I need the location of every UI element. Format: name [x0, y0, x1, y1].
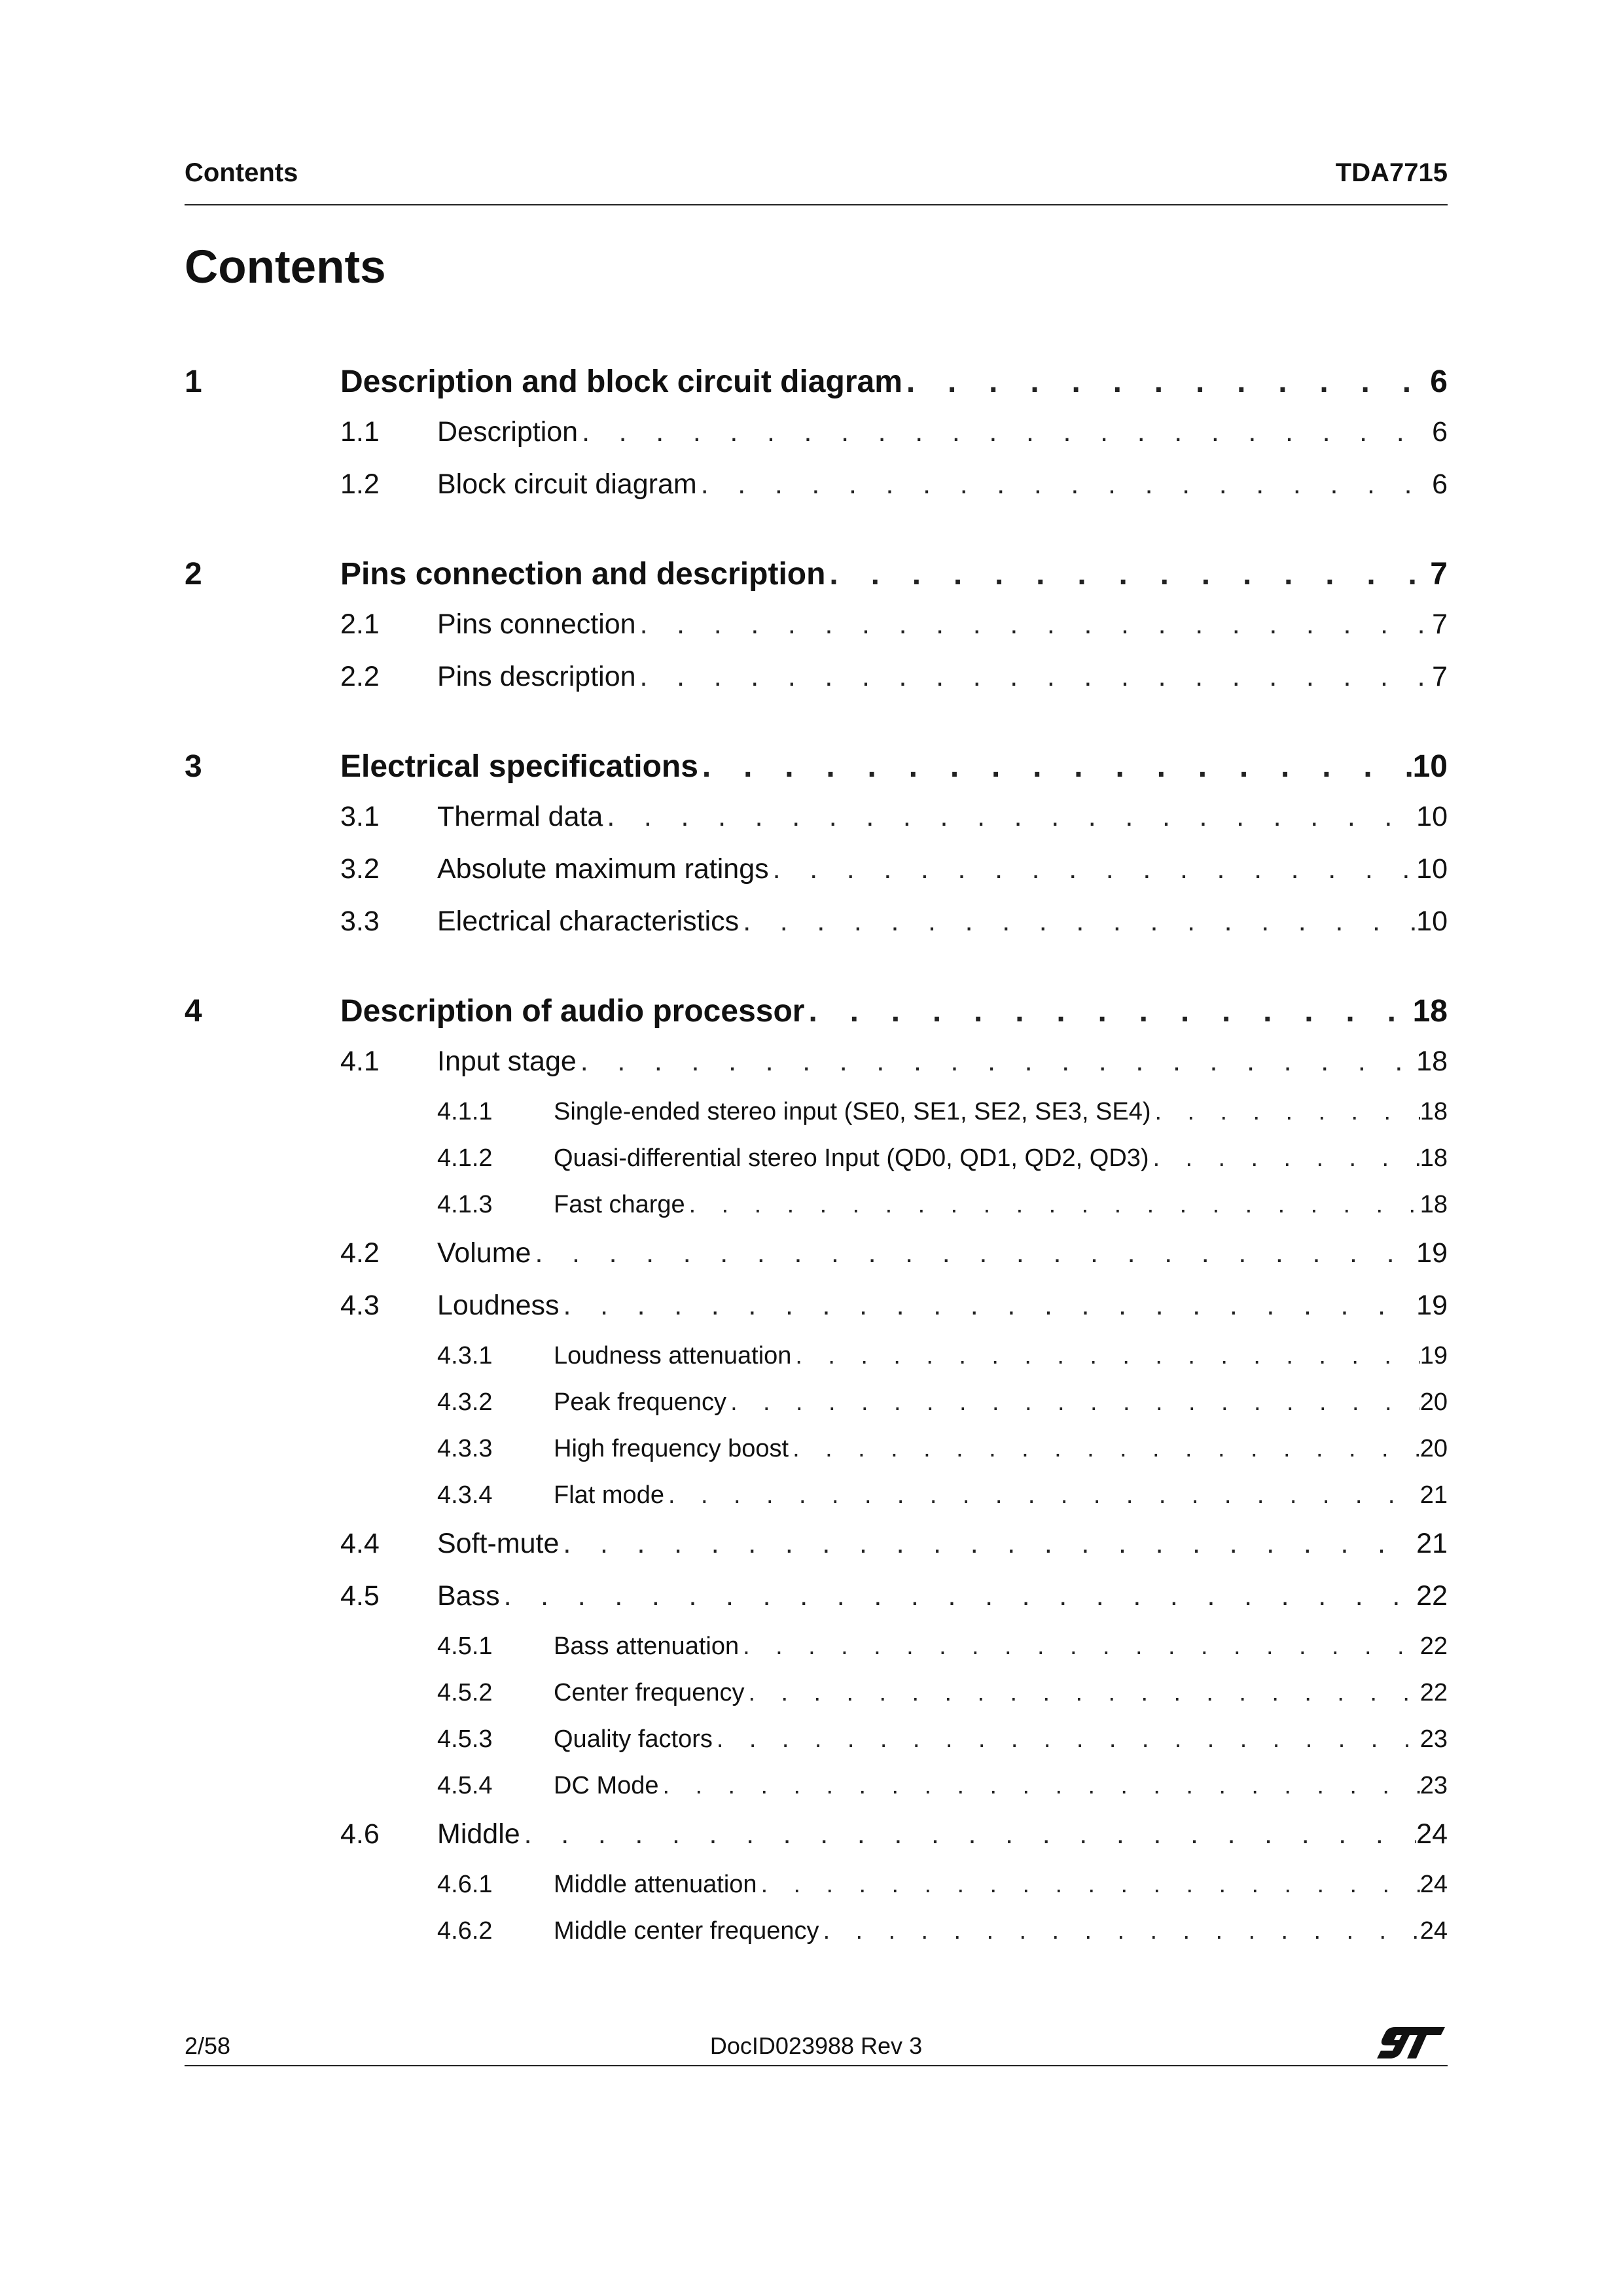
toc-subsection-4-6-2[interactable]: [185, 1917, 1448, 1964]
toc-leader: [819, 1917, 1420, 1945]
toc-title: Description of audio processor: [340, 994, 805, 1029]
toc-page: 24: [1419, 1917, 1448, 1945]
toc-leader: [769, 853, 1417, 885]
toc-title: Electrical characteristics: [437, 906, 740, 937]
footer-page-number: 2/58: [185, 2032, 231, 2059]
toc-leader: [659, 1772, 1420, 1800]
toc-leader: [726, 1388, 1420, 1417]
toc-subsection-4-5-1[interactable]: [185, 1633, 1448, 1679]
toc-subsection-4-3-2[interactable]: [185, 1388, 1448, 1435]
toc-page: 18: [1412, 994, 1448, 1029]
toc-chapter-1[interactable]: [185, 364, 1448, 416]
toc-leader: [685, 1191, 1420, 1219]
toc-number: 4.3.1: [437, 1342, 493, 1369]
toc-page: 10: [1412, 749, 1448, 784]
toc-section-3-3[interactable]: [185, 906, 1448, 958]
toc-number: 4.3.2: [437, 1388, 493, 1416]
toc-title: Electrical specifications: [340, 749, 698, 784]
toc-page: 20: [1419, 1435, 1448, 1462]
toc-number: 4.1: [340, 1046, 380, 1077]
toc-section-4-2[interactable]: [185, 1237, 1448, 1290]
toc-subsection-4-6-1[interactable]: [185, 1871, 1448, 1917]
toc-page: 19: [1416, 1237, 1448, 1269]
toc-number: 4.5.1: [437, 1633, 493, 1660]
toc-number: 4.1.3: [437, 1191, 493, 1218]
toc-title: Single-ended stereo input (SE0, SE1, SE2, SE3, SE4): [554, 1098, 1151, 1125]
toc-number: 4.6.2: [437, 1917, 493, 1945]
toc-leader: [804, 993, 1412, 1029]
toc-subsection-4-5-4[interactable]: [185, 1772, 1448, 1818]
footer-doc-id: DocID023988 Rev 3: [709, 2032, 923, 2059]
toc-leader: [531, 1237, 1416, 1269]
toc-number: 2.2: [340, 661, 380, 692]
toc-leader: [664, 1481, 1420, 1510]
toc-number: 4.5.3: [437, 1725, 493, 1753]
toc-leader: [520, 1818, 1416, 1850]
toc-leader: [500, 1580, 1417, 1612]
toc-number: 2: [185, 557, 202, 592]
toc-title: Pins connection: [437, 609, 636, 640]
toc-page: 24: [1419, 1871, 1448, 1898]
toc-subsection-4-1-3[interactable]: [185, 1191, 1448, 1237]
toc-chapter-4[interactable]: [185, 993, 1448, 1046]
toc-title: Center frequency: [554, 1679, 745, 1706]
toc-leader: [745, 1679, 1420, 1707]
toc-title: Block circuit diagram: [437, 468, 697, 500]
toc-title: Quality factors: [554, 1725, 713, 1753]
toc-page: 10: [1416, 906, 1448, 937]
toc-section-4-6[interactable]: [185, 1818, 1448, 1871]
toc-page: 6: [1430, 364, 1448, 399]
toc-number: 4: [185, 994, 202, 1029]
toc-title: Quasi-differential stereo Input (QD0, QD1, QD2, QD3): [554, 1144, 1149, 1172]
toc-number: 4.6: [340, 1818, 380, 1850]
toc-number: 4.2: [340, 1237, 380, 1269]
toc-section-3-1[interactable]: [185, 801, 1448, 853]
toc-leader: [697, 468, 1432, 501]
toc-section-1-2[interactable]: [185, 468, 1448, 521]
toc-leader: [1149, 1144, 1420, 1173]
toc-section-4-5[interactable]: [185, 1580, 1448, 1633]
toc-subsection-4-1-2[interactable]: [185, 1144, 1448, 1191]
toc-title: DC Mode: [554, 1772, 659, 1799]
toc-number: 4.6.1: [437, 1871, 493, 1898]
toc-title: Description and block circuit diagram: [340, 364, 902, 399]
toc-leader: [789, 1435, 1420, 1463]
toc-title: Middle: [437, 1818, 520, 1850]
toc-number: 1.1: [340, 416, 380, 448]
toc-page: 7: [1432, 661, 1448, 692]
toc-number: 3: [185, 749, 202, 784]
toc-page: 21: [1419, 1481, 1448, 1509]
toc-leader: [757, 1871, 1420, 1899]
toc-title: Input stage: [437, 1046, 577, 1077]
st-logo-shape: [1377, 2027, 1445, 2058]
page-footer: [185, 2024, 1448, 2066]
toc-section-1-1[interactable]: [185, 416, 1448, 468]
toc-page: 22: [1419, 1633, 1448, 1660]
header-section-label: Contents: [185, 158, 298, 187]
toc-page: 7: [1432, 609, 1448, 640]
toc-title: Pins connection and description: [340, 557, 826, 592]
toc-subsection-4-5-3[interactable]: [185, 1725, 1448, 1772]
toc-page: 18: [1419, 1191, 1448, 1218]
toc-section-3-2[interactable]: [185, 853, 1448, 906]
toc-title: Thermal data: [437, 801, 603, 832]
toc-section-2-1[interactable]: [185, 609, 1448, 661]
toc-section-4-1[interactable]: [185, 1046, 1448, 1098]
toc-leader: [603, 801, 1416, 833]
toc-leader: [739, 906, 1416, 938]
toc-leader: [825, 556, 1430, 592]
toc-leader: [560, 1290, 1417, 1322]
toc-leader: [791, 1342, 1419, 1370]
toc-title: Loudness attenuation: [554, 1342, 792, 1369]
toc-page: 21: [1416, 1528, 1448, 1559]
toc-leader: [559, 1528, 1416, 1560]
toc-leader: [739, 1633, 1420, 1661]
toc-page: 23: [1419, 1725, 1448, 1753]
toc-title: Middle center frequency: [554, 1917, 819, 1945]
toc-number: 4.5: [340, 1580, 380, 1612]
toc-subsection-4-3-1[interactable]: [185, 1342, 1448, 1388]
toc-title: Loudness: [437, 1290, 560, 1321]
toc-page: 7: [1430, 557, 1448, 592]
toc-page: 18: [1419, 1098, 1448, 1125]
toc-number: 3.1: [340, 801, 380, 832]
toc-number: 4.5.2: [437, 1679, 493, 1706]
toc-title: Pins description: [437, 661, 636, 692]
toc-number: 4.1.2: [437, 1144, 493, 1172]
toc-title: Middle attenuation: [554, 1871, 757, 1898]
toc-leader: [713, 1725, 1420, 1754]
toc-number: 4.1.1: [437, 1098, 493, 1125]
toc-number: 4.3.4: [437, 1481, 493, 1509]
toc-section-4-3[interactable]: [185, 1290, 1448, 1342]
toc-page: 22: [1419, 1679, 1448, 1706]
toc-subsection-4-3-3[interactable]: [185, 1435, 1448, 1481]
toc-leader: [636, 661, 1433, 693]
toc-page: 18: [1416, 1046, 1448, 1077]
toc-subsection-4-3-4[interactable]: [185, 1481, 1448, 1528]
toc-leader: [1151, 1098, 1420, 1126]
toc-title: Fast charge: [554, 1191, 685, 1218]
toc-title: Bass attenuation: [554, 1633, 740, 1660]
toc-chapter-3[interactable]: [185, 749, 1448, 801]
toc-page: 23: [1419, 1772, 1448, 1799]
toc-title: Bass: [437, 1580, 500, 1612]
toc-number: 1.2: [340, 468, 380, 500]
toc-page: 10: [1416, 801, 1448, 832]
toc-leader: [698, 749, 1413, 785]
toc-page: 18: [1419, 1144, 1448, 1172]
toc-section-4-4[interactable]: [185, 1528, 1448, 1580]
toc-subsection-4-1-1[interactable]: [185, 1098, 1448, 1144]
toc-number: 3.2: [340, 853, 380, 885]
toc-title: Description: [437, 416, 579, 448]
page-header: [185, 158, 1448, 205]
toc-number: 4.3: [340, 1290, 380, 1321]
toc-page: 24: [1416, 1818, 1448, 1850]
toc-title: Soft-mute: [437, 1528, 560, 1559]
toc-number: 3.3: [340, 906, 380, 937]
toc-chapter-2[interactable]: [185, 556, 1448, 609]
toc-number: 4.4: [340, 1528, 380, 1559]
toc-leader: [902, 364, 1430, 400]
page-title: Contents: [185, 241, 386, 293]
toc-page: 10: [1416, 853, 1448, 885]
st-logo-icon: [1376, 2024, 1448, 2061]
toc-page: 6: [1432, 416, 1448, 448]
toc-page: 6: [1432, 468, 1448, 500]
toc-page: 19: [1416, 1290, 1448, 1321]
toc-title: Volume: [437, 1237, 531, 1269]
toc-title: High frequency boost: [554, 1435, 789, 1462]
toc-title: Peak frequency: [554, 1388, 727, 1416]
toc-leader: [578, 416, 1432, 448]
toc-section-2-2[interactable]: [185, 661, 1448, 713]
toc-leader: [577, 1046, 1416, 1078]
toc-number: 4.5.4: [437, 1772, 493, 1799]
toc-title: Flat mode: [554, 1481, 664, 1509]
toc-page: 19: [1419, 1342, 1448, 1369]
toc-subsection-4-5-2[interactable]: [185, 1679, 1448, 1725]
toc-leader: [636, 609, 1432, 641]
toc-page: 20: [1419, 1388, 1448, 1416]
toc-number: 2.1: [340, 609, 380, 640]
table-of-contents: [185, 364, 1448, 1964]
toc-number: 1: [185, 364, 202, 399]
toc-title: Absolute maximum ratings: [437, 853, 769, 885]
toc-number: 4.3.3: [437, 1435, 493, 1462]
toc-page: 22: [1416, 1580, 1448, 1612]
header-product-name: TDA7715: [1335, 158, 1448, 187]
